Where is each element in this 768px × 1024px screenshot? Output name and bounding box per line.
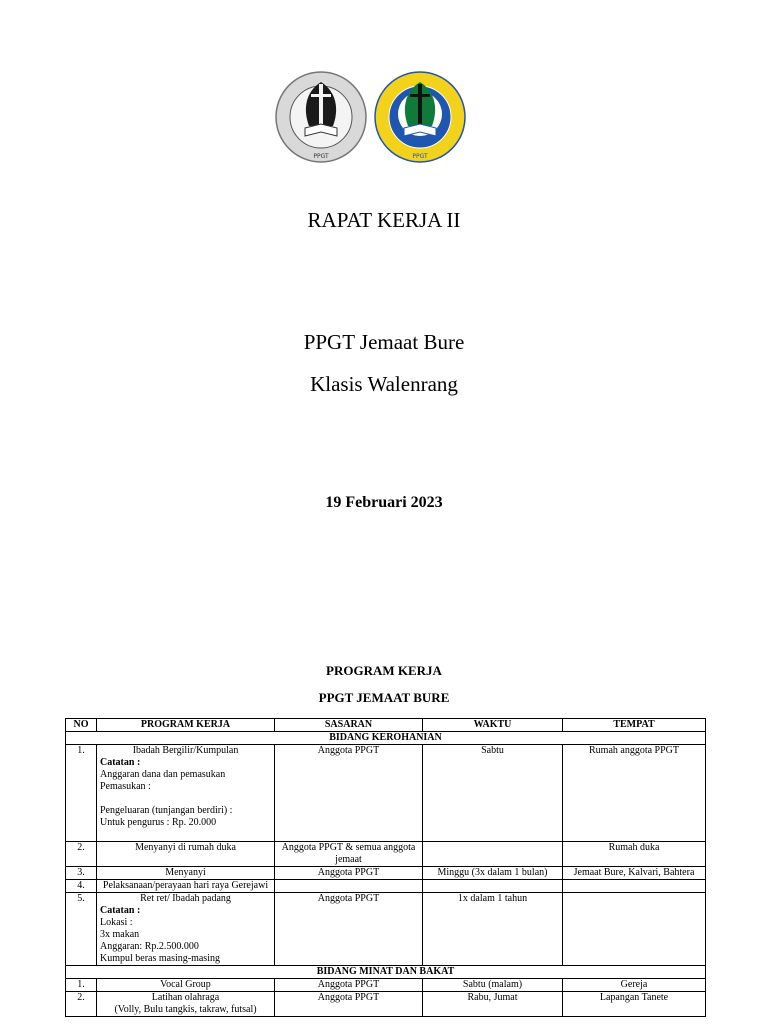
program-name: Pelaksanaan/perayaan hari raya Gerejawi [102,880,269,891]
table-row [66,893,706,966]
note-line: Pengeluaran (tunjangan berdiri) : [100,805,233,816]
header-tempat: TEMPAT [563,719,706,732]
cell-tempat: Gereja [563,979,706,992]
program-title: PROGRAM KERJA [326,663,442,678]
cell-tempat [563,880,706,893]
cell-tempat: Jemaat Bure, Kalvari, Bahtera [563,867,706,880]
cell-waktu: Rabu, Jumat [423,992,563,1017]
meeting-title: RAPAT KERJA II [307,208,461,232]
cell-no: 5. [66,893,97,966]
header-sasaran: SASARAN [275,719,423,732]
cell-sasaran: Anggota PPGT [275,979,423,992]
cell-waktu [423,842,563,867]
note-line: Anggaran: Rp.2.500.000 [100,941,199,952]
note-line: 3x makan [100,929,140,940]
note-line: Anggaran dana dan pemasukan [100,769,226,780]
cell-waktu: 1x dalam 1 tahun [423,893,563,966]
cell-sasaran: Anggota PPGT [275,992,423,1017]
program-table [65,718,706,1017]
ppgt-logo-color [374,70,466,165]
program-name: Ibadah Bergilir/Kumpulan [132,745,239,756]
program-name: Menyanyi di rumah duka [135,842,236,853]
cell-program [97,745,275,842]
note-line: Kumpul beras masing-masing [100,953,220,964]
program-subtitle: PPGT JEMAAT BURE [318,690,450,705]
cell-program [97,992,275,1017]
cell-sasaran [275,880,423,893]
cell-sasaran: Anggota PPGT & semua anggota jemaat [275,842,423,867]
header-program: PROGRAM KERJA [97,719,275,732]
table-row [66,867,706,880]
cell-no: 4. [66,880,97,893]
program-detail: (Volly, Bulu tangkis, takraw, futsal) [114,1004,257,1015]
cell-no: 1. [66,745,97,842]
header-no: NO [66,719,97,732]
table-row [66,745,706,842]
table-row [66,842,706,867]
meeting-date: 19 Februari 2023 [325,494,443,511]
cell-waktu: Minggu (3x dalam 1 bulan) [423,867,563,880]
cell-waktu: Sabtu (malam) [423,979,563,992]
cell-program [97,867,275,880]
program-name: Vocal Group [160,979,211,990]
cell-sasaran: Anggota PPGT [275,893,423,966]
section-row [66,732,706,745]
note-heading: Catatan : [100,757,141,768]
ppgt-logo-grayscale [275,70,367,165]
table-header-row [66,719,706,732]
cell-waktu [423,880,563,893]
note-line [100,793,271,805]
logo-header [0,70,768,165]
cell-program [97,893,275,966]
cell-program [97,880,275,893]
note-line: Untuk pengurus : Rp. 20.000 [100,817,217,828]
cell-tempat [563,893,706,966]
program-name: Ret ret/ Ibadah padang [140,893,231,904]
cell-tempat: Rumah duka [563,842,706,867]
note-line: Lokasi : [100,917,133,928]
cell-waktu: Sabtu [423,745,563,842]
section-row [66,966,706,979]
svg-text:PPGT: PPGT [313,153,329,160]
cell-program [97,842,275,867]
cell-sasaran: Anggota PPGT [275,745,423,842]
svg-text:PPGT: PPGT [412,153,428,160]
program-name: Menyanyi [165,867,206,878]
cell-sasaran: Anggota PPGT [275,867,423,880]
section-title: BIDANG KEROHANIAN [66,732,706,745]
note-heading: Catatan : [100,905,141,916]
header-waktu: WAKTU [423,719,563,732]
table-row [66,992,706,1017]
cell-tempat: Rumah anggota PPGT [563,745,706,842]
cell-tempat: Lapangan Tanete [563,992,706,1017]
cell-program [97,979,275,992]
note-line [100,829,271,841]
program-name: Latihan olahraga [151,992,220,1003]
cell-no: 1. [66,979,97,992]
klasis-name: Klasis Walenrang [310,372,458,396]
table-row [66,979,706,992]
cell-no: 3. [66,867,97,880]
cell-no: 2. [66,842,97,867]
cell-no: 2. [66,992,97,1017]
section-title: BIDANG MINAT DAN BAKAT [66,966,706,979]
organization-name: PPGT Jemaat Bure [303,330,465,354]
note-line: Pemasukan : [100,781,151,792]
table-row [66,880,706,893]
